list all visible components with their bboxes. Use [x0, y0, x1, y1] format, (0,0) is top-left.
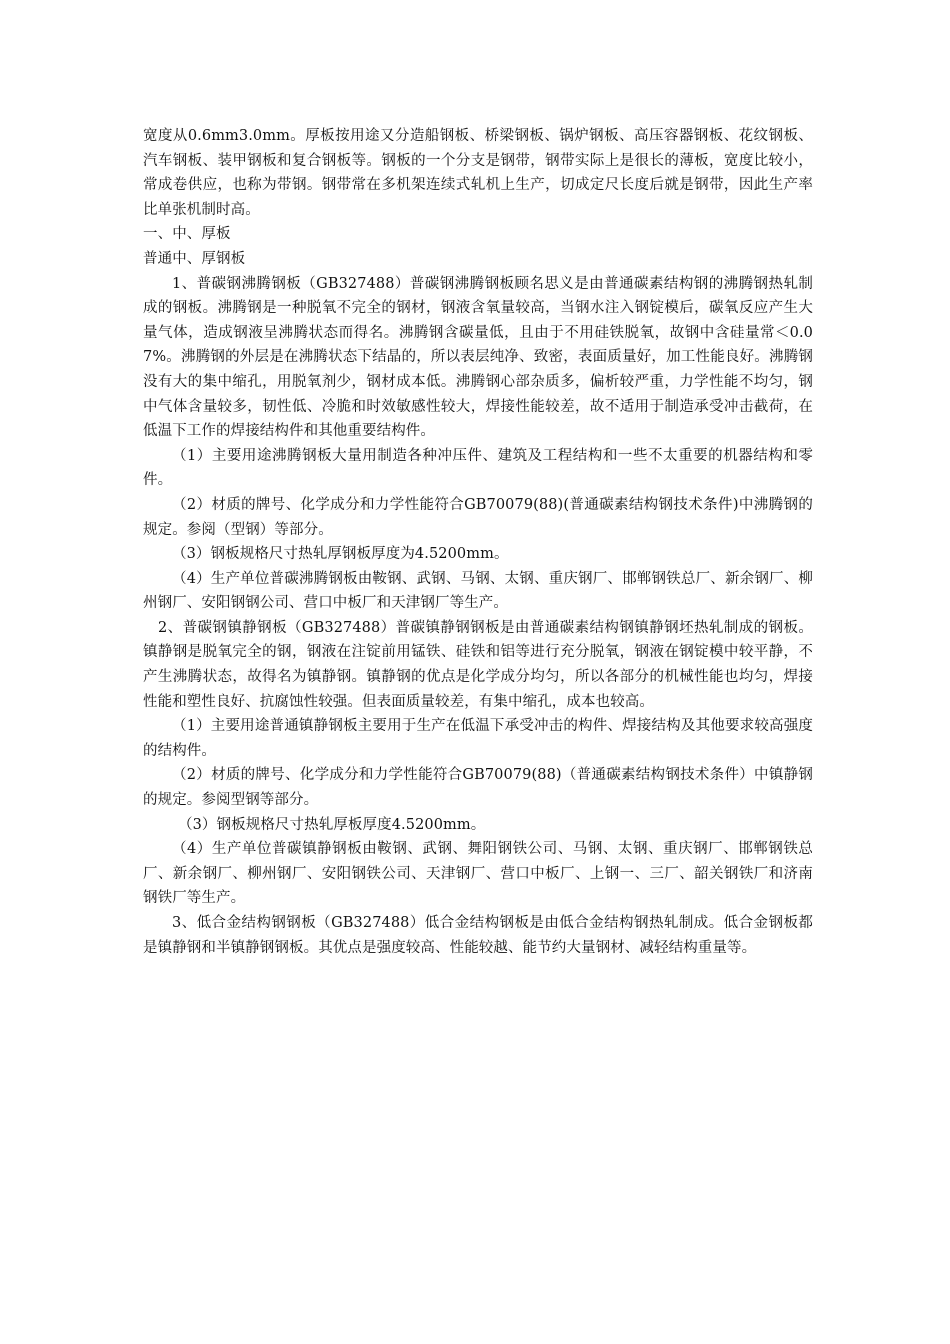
paragraph-item-1-2: （2）材质的牌号、化学成分和力学性能符合GB70079(88)(普通碳素结构钢技术条件)中沸腾钢的规定。参阅（型钢）等部分。: [143, 496, 813, 538]
paragraph-item-2-2: （2）材质的牌号、化学成分和力学性能符合GB70079(88)（普通碳素结构钢技术条件）中镇静钢的规定。参阅型钢等部分。: [143, 767, 813, 809]
paragraph-item-2: 2、普碳钢镇静钢板（GB327488）普碳镇静钢钢板是由普通碳素结构钢镇静钢坯热轧制成的钢板。镇静钢是脱氧完全的钢，钢液在注锭前用锰铁、硅铁和铝等进行充分脱氧，钢液在钢锭模中较平静，不产生沸腾状态，故得名为镇静钢。镇静钢的优点是化学成分均匀，所以各部分的机械性能也均匀，焊接性能和塑性良好、抗腐蚀性较强。但表面质量较差，有集中缩孔，成本也较高。: [143, 619, 813, 710]
paragraph-item-2-1: （1）主要用途普通镇静钢板主要用于生产在低温下承受冲击的构件、焊接结构及其他要求较高强度的结构件。: [143, 718, 813, 759]
paragraph-item-3: 3、低合金结构钢钢板（GB327488）低合金结构钢板是由低合金结构钢热轧制成。低合金钢板都是镇静钢和半镇静钢钢板。其优点是强度较高、性能较越、能节约大量钢材、减轻结构重量等。: [143, 915, 813, 956]
paragraph-item-2-4: （4）生产单位普碳镇静钢板由鞍钢、武钢、舞阳钢铁公司、马钢、太钢、重庆钢厂、邯郸钢铁总厂、新余钢厂、柳州钢厂、安阳钢铁公司、天津钢厂、营口中板厂、上钢一、三厂、韶关钢铁厂和济南钢铁厂等生产。: [143, 841, 813, 907]
paragraph-item-1-1: （1）主要用途沸腾钢板大量用制造各种冲压件、建筑及工程结构和一些不太重要的机器结构和零件。: [143, 447, 813, 489]
paragraph-item-2-3: （3）钢板规格尺寸热轧厚板厚度4.5200mm。: [178, 816, 486, 833]
paragraph-continuation: 宽度从0.6mm3.0mm。厚板按用途又分造船钢板、桥梁钢板、锅炉钢板、高压容器钢板、花纹钢板、汽车钢板、装甲钢板和复合钢板等。钢板的一个分支是钢带，钢带实际上是很长的薄板，宽度比较小，常成卷供应，也称为带钢。钢带常在多机架连续式轧机上生产，切成定尺长度后就是钢带，因此生产率比单张机制时高。: [143, 128, 813, 218]
paragraph-item-1-4: （4）生产单位普碳沸腾钢板由鞍钢、武钢、马钢、太钢、重庆钢厂、邯郸钢铁总厂、新余钢厂、柳州钢厂、安阳钢钢公司、营口中板厂和天津钢厂等生产。: [143, 570, 813, 612]
section-heading: 一、中、厚板: [143, 226, 231, 243]
subsection-heading: 普通中、厚钢板: [143, 250, 246, 267]
document-body: [143, 124, 813, 960]
paragraph-item-1-3: （3）钢板规格尺寸热轧厚钢板厚度为4.5200mm。: [172, 546, 509, 563]
paragraph-item-1: 1、普碳钢沸腾钢板（GB327488）普碳钢沸腾钢板顾名思义是由普通碳素结构钢的沸腾钢热轧制成的钢板。沸腾钢是一种脱氧不完全的钢材，钢液含氧量较高，当钢水注入钢锭模后，碳氧反应产生大量气体，造成钢液呈沸腾状态而得名。沸腾钢含碳量低，且由于不用硅铁脱氧，故钢中含硅量常＜0.07%。沸腾钢的外层是在沸腾状态下结晶的，所以表层纯净、致密，表面质量好，加工性能良好。沸腾钢没有大的集中缩孔，用脱氧剂少，钢材成本低。沸腾钢心部杂质多，偏析较严重，力学性能不均匀，钢中气体含量较多，韧性低、冷脆和时效敏感性较大，焊接性能较差，故不适用于制造承受冲击截荷，在低温下工作的焊接结构件和其他重要结构件。: [143, 275, 813, 440]
